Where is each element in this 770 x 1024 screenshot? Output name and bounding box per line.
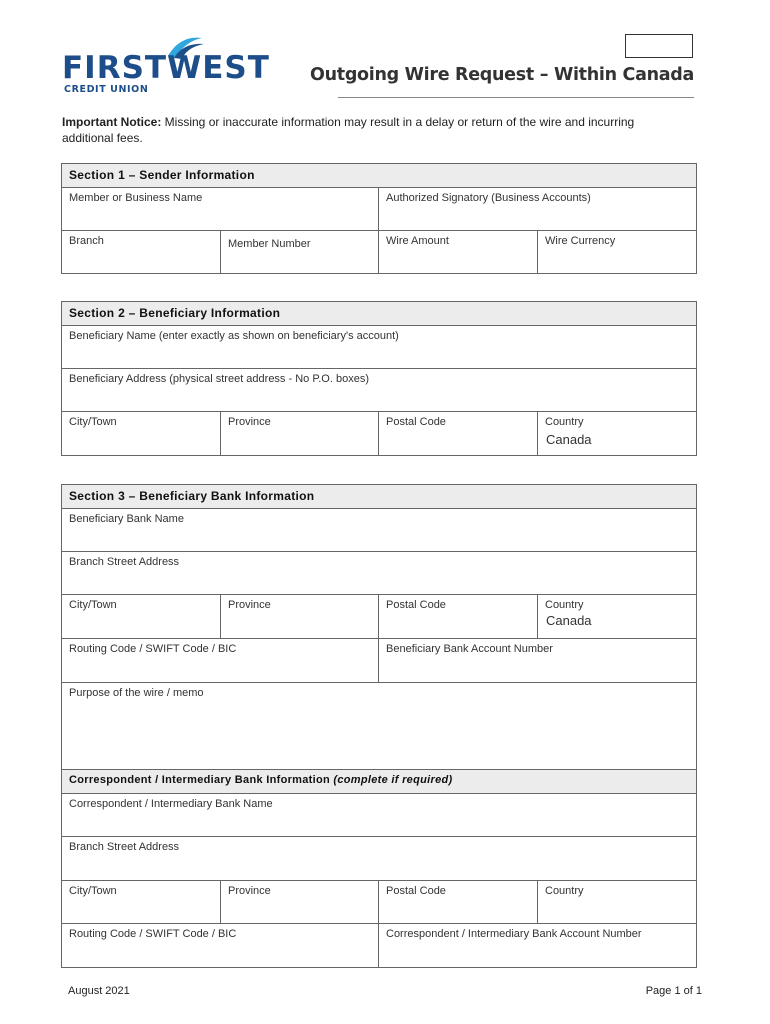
section-1-sender [61,163,697,274]
correspondent-province-field[interactable] [221,881,379,924]
bank-routing-label: Routing Code / SWIFT Code / BIC [69,643,237,655]
beneficiary-city-field[interactable] [62,412,221,456]
correspondent-routing-field[interactable] [62,924,379,968]
beneficiary-country-value: Canada [546,432,592,447]
member-name-field[interactable] [62,188,379,231]
purpose-memo-label: Purpose of the wire / memo [69,687,204,699]
beneficiary-address-label: Beneficiary Address (physical street address - No P.O. boxes) [69,373,369,385]
beneficiary-country-label: Country [545,416,584,428]
correspondent-country-label: Country [545,885,584,897]
notice-text: Missing or inaccurate information may result in a delay or return of the wire and incurring additional fees. [62,115,635,145]
bank-account-number-field[interactable] [379,639,697,683]
bank-country-value: Canada [546,613,592,628]
form-code-box[interactable] [625,34,693,58]
bank-routing-field[interactable] [62,639,379,683]
bank-postal-code-field[interactable] [379,595,538,639]
bank-account-number-label: Beneficiary Bank Account Number [386,643,553,655]
authorized-signatory-label: Authorized Signatory (Business Accounts) [386,192,591,204]
correspondent-account-number-field[interactable] [379,924,697,968]
beneficiary-bank-name-label: Beneficiary Bank Name [69,513,184,525]
authorized-signatory-field[interactable] [379,188,697,231]
purpose-memo-field[interactable] [62,683,697,770]
bank-province-field[interactable] [221,595,379,639]
beneficiary-bank-name-field[interactable] [62,509,697,552]
member-number-field[interactable] [221,231,379,274]
page-title: Outgoing Wire Request – Within Canada [310,65,694,85]
correspondent-account-number-label: Correspondent / Intermediary Bank Account Number [386,928,642,940]
branch-label: Branch [69,235,104,247]
correspondent-title-text: Correspondent / Intermediary Bank Information [69,774,331,786]
correspondent-city-field[interactable] [62,881,221,924]
logo-wordmark: FIRSTWEST [62,50,270,86]
bank-country-field[interactable] [538,595,697,639]
beneficiary-city-label: City/Town [69,416,117,428]
notice-label: Important Notice: [62,115,162,129]
beneficiary-postal-code-label: Postal Code [386,416,446,428]
wire-currency-label: Wire Currency [545,235,616,247]
correspondent-bank-name-field[interactable] [62,794,697,837]
correspondent-title [62,770,697,794]
section-2-title: Section 2 – Beneficiary Information [62,302,697,326]
correspondent-title-note: (complete if required) [333,774,453,786]
bank-country-label: Country [545,599,584,611]
wire-currency-field[interactable] [538,231,697,274]
bank-postal-code-label: Postal Code [386,599,446,611]
beneficiary-province-field[interactable] [221,412,379,456]
correspondent-country-field[interactable] [538,881,697,924]
section-3-title: Section 3 – Beneficiary Bank Information [62,485,697,509]
section-1-title: Section 1 – Sender Information [62,164,697,188]
wire-amount-field[interactable] [379,231,538,274]
bank-branch-address-label: Branch Street Address [69,556,180,568]
beneficiary-name-label: Beneficiary Name (enter exactly as shown on beneficiary's account) [69,330,399,342]
member-number-label: Member Number [228,238,311,250]
beneficiary-address-field[interactable] [62,369,697,412]
correspondent-province-label: Province [228,885,271,897]
member-name-label: Member or Business Name [69,192,203,204]
bank-city-label: City/Town [69,599,117,611]
bank-city-field[interactable] [62,595,221,639]
title-divider [338,97,694,98]
correspondent-city-label: City/Town [69,885,117,897]
beneficiary-country-field[interactable] [538,412,697,456]
correspondent-bank-name-label: Correspondent / Intermediary Bank Name [69,798,273,810]
correspondent-postal-code-label: Postal Code [386,885,446,897]
firstwest-logo [62,34,272,94]
correspondent-postal-code-field[interactable] [379,881,538,924]
bank-province-label: Province [228,599,271,611]
section-2-beneficiary [61,301,697,456]
beneficiary-postal-code-field[interactable] [379,412,538,456]
wire-amount-label: Wire Amount [386,235,449,247]
important-notice [62,114,682,146]
footer-date: August 2021 [68,985,130,997]
correspondent-branch-address-label: Branch Street Address [69,841,180,853]
footer-page-number: Page 1 of 1 [645,985,702,997]
beneficiary-name-field[interactable] [62,326,697,369]
section-3-beneficiary-bank [61,484,697,968]
branch-field[interactable] [62,231,221,274]
beneficiary-province-label: Province [228,416,271,428]
bank-branch-address-field[interactable] [62,552,697,595]
correspondent-routing-label: Routing Code / SWIFT Code / BIC [69,928,237,940]
logo-subtitle: CREDIT UNION [64,84,149,95]
correspondent-branch-address-field[interactable] [62,837,697,881]
